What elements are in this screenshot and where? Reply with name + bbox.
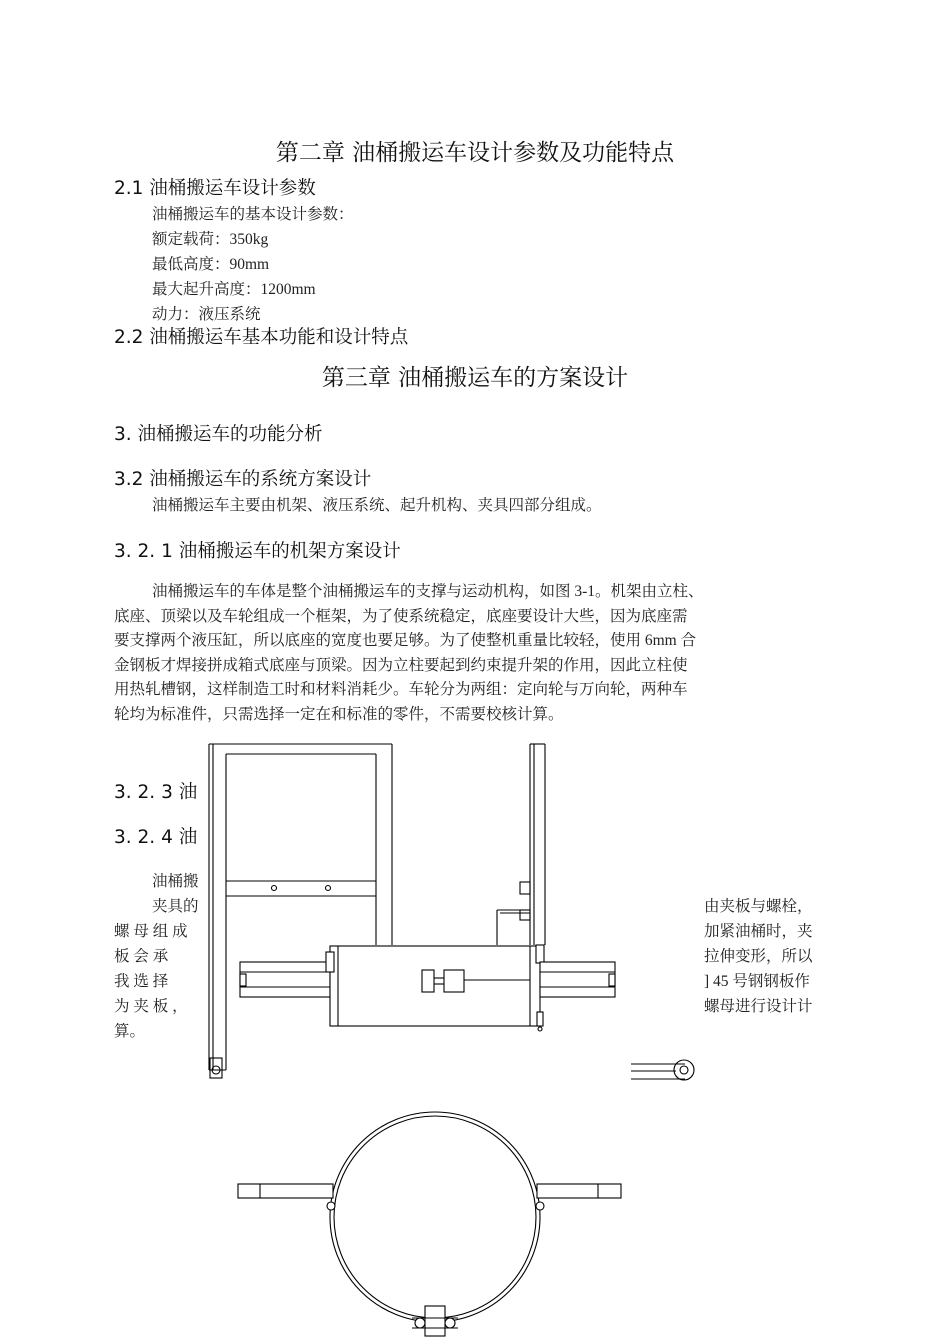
section-2-1-heading: 2.1 油桶搬运车设计参数 — [114, 178, 316, 199]
clamp-text-fragment: 螺 母 组 成 — [114, 923, 188, 940]
clamp-text-fragment: 油桶搬 — [152, 873, 199, 890]
section-3-2-1-heading: 3. 2. 1 油桶搬运车的机架方案设计 — [114, 541, 401, 562]
section-3-2-3-heading: 3. 2. 3 油 — [114, 782, 198, 803]
clamp-text-fragment: ] 45 号钢钢板作 — [704, 973, 810, 990]
clamp-text-fragment: 夹具的 — [152, 898, 199, 915]
hydraulic-cylinder — [240, 945, 615, 1031]
clamp-ring — [238, 1112, 621, 1336]
section-2-2-heading: 2.2 油桶搬运车基本功能和设计特点 — [114, 327, 409, 348]
clamp-text-fragment: 为 夹 板 ， — [114, 998, 188, 1015]
paragraph-line: 油桶搬运车的车体是整个油桶搬运车的支撑与运动机构，如图 3-1。机架由立柱、 — [152, 583, 704, 600]
clamp-text-fragment: 由夹板与螺栓， — [704, 898, 813, 915]
section-3-heading: 3. 油桶搬运车的功能分析 — [114, 424, 323, 445]
param-max-lift: 最大起升高度：1200mm — [152, 281, 316, 298]
clamp-text-fragment: 我 选 择 — [114, 973, 169, 990]
clamp-text-fragment: 拉伸变形，所以 — [704, 948, 813, 965]
clamp-text-fragment: 板 会 承 — [114, 948, 169, 965]
paragraph-line: 要支撑两个液压缸，所以底座的宽度也要足够。为了使整机重量比较轻，使用 6mm 合 — [114, 632, 697, 649]
section-3-2-heading: 3.2 油桶搬运车的系统方案设计 — [114, 469, 372, 490]
section-3-2-text: 油桶搬运车主要由机架、液压系统、起升机构、夹具四部分组成。 — [152, 497, 602, 514]
param-rated-load: 额定载荷：350kg — [152, 231, 269, 248]
paragraph-line: 金钢板才焊接拼成箱式底座与顶梁。因为立柱要起到约束提升架的作用，因此立柱使 — [114, 656, 688, 674]
section-3-2-4-heading: 3. 2. 4 油 — [114, 827, 198, 848]
clamp-text-fragment: 加紧油桶时，夹 — [704, 923, 813, 940]
paragraph-line: 底座、顶梁以及车轮组成一个框架，为了使系统稳定，底座要设计大些，因为底座需 — [114, 607, 688, 625]
param-intro: 油桶搬运车的基本设计参数： — [152, 206, 354, 223]
chapter-2-title: 第二章 油桶搬运车设计参数及功能特点 — [275, 140, 675, 166]
side-view — [497, 744, 694, 1080]
param-min-height: 最低高度：90mm — [152, 256, 270, 273]
chapter-3-title: 第三章 油桶搬运车的方案设计 — [321, 365, 629, 391]
paragraph-line: 用热轧槽钢，这样制造工时和材料消耗少。车轮分为两组：定向轮与万向轮，两种车 — [114, 681, 688, 698]
param-power: 动力：液压系统 — [152, 306, 261, 323]
clamp-text-fragment: 螺母进行设计计 — [704, 998, 813, 1015]
front-view-frame — [209, 744, 392, 1078]
clamp-text-fragment: 算。 — [114, 1023, 146, 1040]
paragraph-line: 轮均为标准件，只需选择一定在和标准的零件，不需要校核计算。 — [114, 705, 564, 723]
